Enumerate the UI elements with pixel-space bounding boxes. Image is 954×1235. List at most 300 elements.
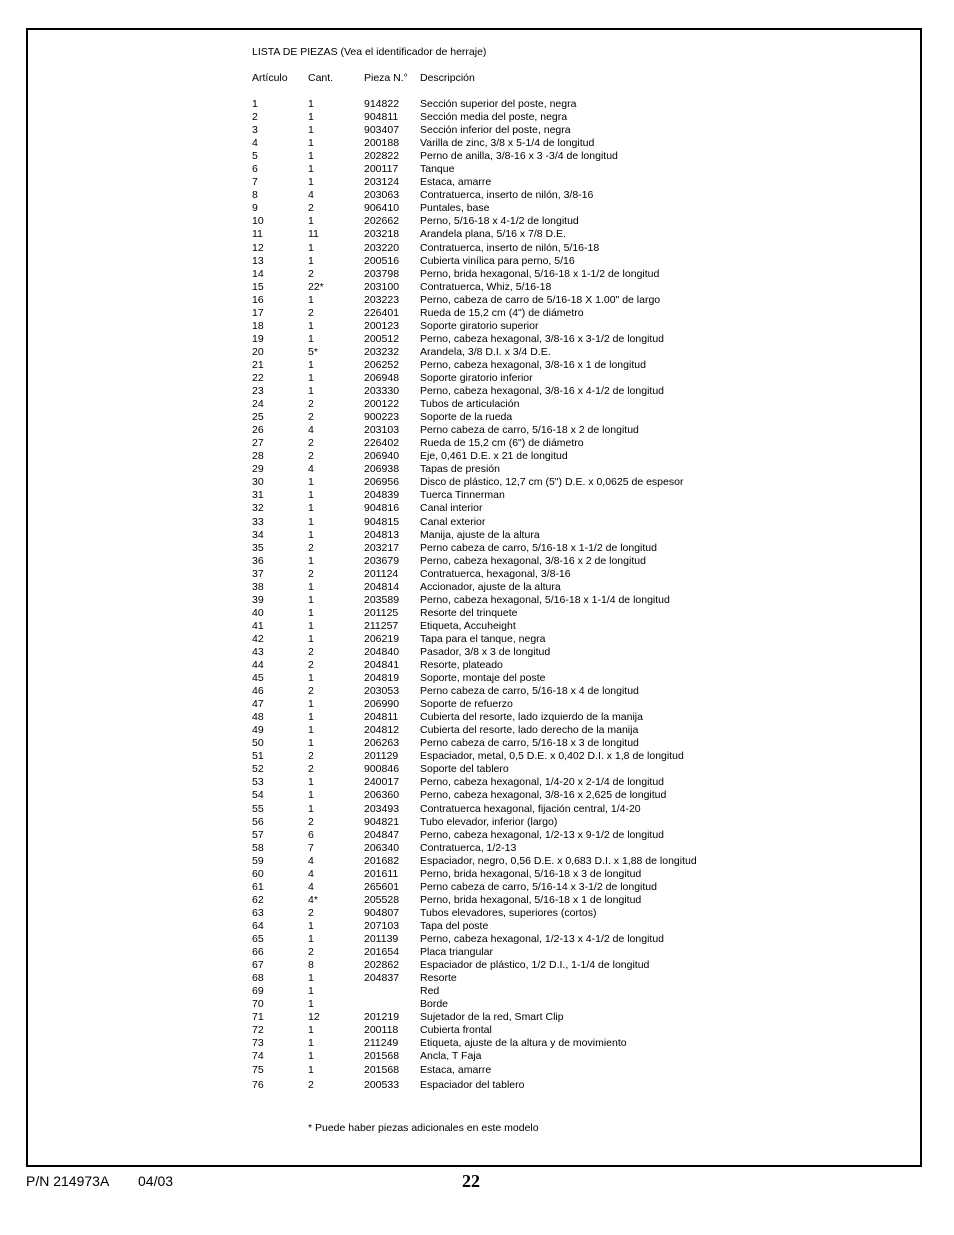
- row-item: 67: [252, 959, 264, 972]
- table-row: [0, 607, 954, 620]
- row-qty: 4: [308, 463, 314, 476]
- row-part-number: 203220: [364, 241, 400, 254]
- table-row: [0, 620, 954, 633]
- row-description: Perno, brida hexagonal, 5/16-18 x 3 de longitud: [420, 867, 642, 880]
- row-description: Cubierta vinílica para perno, 5/16: [420, 254, 575, 267]
- row-part-number: 206938: [364, 463, 400, 476]
- row-description: Contratuerca hexagonal, fijación central, 1/4-20: [420, 802, 641, 815]
- row-item: 51: [252, 750, 264, 763]
- row-description: Borde: [420, 998, 449, 1011]
- header-part-number: Pieza N.°: [364, 72, 408, 84]
- row-item: 46: [252, 685, 264, 698]
- row-item: 41: [252, 619, 264, 632]
- table-row: [0, 829, 954, 842]
- row-part-number: 202862: [364, 959, 400, 972]
- table-row: [0, 1024, 954, 1037]
- row-part-number: 200188: [364, 137, 400, 150]
- row-item: 21: [252, 358, 264, 371]
- row-description: Rueda de 15,2 cm (4") de diámetro: [420, 306, 584, 319]
- row-part-number: 204847: [364, 828, 400, 841]
- row-item: 11: [252, 228, 263, 241]
- table-row: [0, 124, 954, 137]
- row-description: Arandela plana, 5/16 x 7/8 D.E.: [420, 228, 566, 241]
- table-row: [0, 568, 954, 581]
- table-row: [0, 385, 954, 398]
- row-description: Resorte: [420, 972, 457, 985]
- row-part-number: 203100: [364, 280, 400, 293]
- row-description: Contratuerca, inserto de nilón, 5/16-18: [420, 241, 600, 254]
- row-item: 33: [252, 515, 264, 528]
- row-item: 32: [252, 502, 264, 515]
- parts-list-title: LISTA DE PIEZAS (Vea el identificador de herraje): [252, 46, 487, 58]
- row-part-number: 203589: [364, 593, 400, 606]
- row-qty: 2: [308, 411, 314, 424]
- header-description: Descripción: [420, 72, 475, 84]
- row-description: Etiqueta, Accuheight: [420, 619, 516, 632]
- row-part-number: 203223: [364, 293, 400, 306]
- row-part-number: 200118: [364, 1024, 399, 1037]
- row-part-number: 204812: [364, 724, 400, 737]
- table-row: [0, 398, 954, 411]
- row-item: 47: [252, 698, 264, 711]
- row-description: Sección inferior del poste, negra: [420, 124, 571, 137]
- row-item: 34: [252, 528, 264, 541]
- row-description: Perno de anilla, 3/8-16 x 3 -3/4 de longitud: [420, 150, 618, 163]
- row-description: Perno, cabeza hexagonal, 1/4-20 x 2-1/4 de longitud: [420, 776, 665, 789]
- header-qty: Cant.: [308, 72, 334, 84]
- row-item: 19: [252, 332, 264, 345]
- row-part-number: 240017: [364, 776, 400, 789]
- row-qty: 1: [308, 985, 314, 998]
- row-description: Tubo elevador, inferior (largo): [420, 815, 558, 828]
- row-part-number: 204811: [364, 711, 399, 724]
- row-qty: 2: [308, 763, 314, 776]
- row-description: Tapa para el tanque, negra: [420, 632, 546, 645]
- row-part-number: 914822: [364, 98, 400, 110]
- row-item: 43: [252, 645, 264, 658]
- row-item: 28: [252, 450, 264, 463]
- row-qty: 2: [308, 306, 314, 319]
- table-row: [0, 437, 954, 450]
- row-item: 2: [252, 111, 258, 124]
- row-description: Estaca, amarre: [420, 1064, 492, 1077]
- row-part-number: 201125: [364, 606, 399, 619]
- row-item: 70: [252, 998, 264, 1011]
- row-item: 9: [252, 202, 258, 215]
- table-row: [0, 816, 954, 829]
- row-description: Tuerca Tinnerman: [420, 489, 505, 502]
- table-row: [0, 633, 954, 646]
- table-row: [0, 920, 954, 933]
- row-qty: 1: [308, 711, 314, 724]
- row-qty: 1: [308, 580, 314, 593]
- row-item: 23: [252, 385, 264, 398]
- row-qty: 1: [308, 111, 314, 124]
- row-part-number: 203053: [364, 685, 400, 698]
- table-row: [0, 189, 954, 202]
- row-description: Perno, cabeza hexagonal, 3/8-16 x 4-1/2 de longitud: [420, 385, 665, 398]
- row-qty: 1: [308, 776, 314, 789]
- row-part-number: 206340: [364, 841, 400, 854]
- row-part-number: 200512: [364, 332, 400, 345]
- table-row: [0, 320, 954, 333]
- row-qty: 2: [308, 267, 314, 280]
- row-item: 72: [252, 1024, 264, 1037]
- table-row: [0, 1037, 954, 1050]
- table-row: [0, 685, 954, 698]
- table-row: [0, 998, 954, 1011]
- row-part-number: 265601: [364, 880, 400, 893]
- row-qty: 1: [308, 293, 314, 306]
- row-part-number: 203493: [364, 802, 400, 815]
- table-row: [0, 672, 954, 685]
- table-row: [0, 1050, 954, 1063]
- row-part-number: 203124: [364, 176, 400, 189]
- row-description: Contratuerca, hexagonal, 3/8-16: [420, 567, 571, 580]
- table-row: [0, 594, 954, 607]
- row-part-number: 200117: [364, 163, 399, 176]
- row-part-number: 201139: [364, 933, 399, 945]
- row-item: 53: [252, 776, 264, 789]
- row-description: Soporte de refuerzo: [420, 698, 513, 711]
- row-description: Perno, cabeza hexagonal, 1/2-13 x 9-1/2 de longitud: [420, 828, 665, 841]
- row-qty: 1: [308, 998, 314, 1011]
- row-part-number: 203103: [364, 424, 400, 437]
- row-item: 59: [252, 854, 264, 867]
- row-item: 17: [252, 306, 264, 319]
- row-part-number: 226401: [364, 306, 400, 319]
- row-item: 29: [252, 463, 264, 476]
- header-item: Artículo: [252, 72, 288, 84]
- table-row: [0, 502, 954, 515]
- row-part-number: 206252: [364, 358, 400, 371]
- row-part-number: 204813: [364, 528, 400, 541]
- table-row: [0, 555, 954, 568]
- row-item: 63: [252, 906, 264, 919]
- row-qty: 2: [308, 685, 314, 698]
- row-description: Sujetador de la red, Smart Clip: [420, 1011, 564, 1024]
- row-qty: 1: [308, 619, 314, 632]
- row-qty: 1: [308, 698, 314, 711]
- row-qty: 1: [308, 1024, 314, 1037]
- table-row: [0, 868, 954, 881]
- row-part-number: 203679: [364, 554, 400, 567]
- row-qty: 22*: [308, 280, 324, 293]
- row-item: 31: [252, 489, 264, 502]
- row-item: 37: [252, 567, 264, 580]
- row-item: 20: [252, 345, 264, 358]
- row-qty: 1: [308, 606, 314, 619]
- row-description: Puntales, base: [420, 202, 490, 215]
- row-description: Cubierta del resorte, lado derecho de la manija: [420, 724, 639, 737]
- row-item: 22: [252, 371, 264, 384]
- table-row: [0, 724, 954, 737]
- row-description: Perno cabeza de carro, 5/16-18 x 4 de longitud: [420, 685, 639, 698]
- row-item: 58: [252, 841, 264, 854]
- row-item: 49: [252, 724, 264, 737]
- row-qty: 4: [308, 189, 314, 202]
- row-part-number: 203063: [364, 189, 400, 202]
- row-description: Perno, brida hexagonal, 5/16-18 x 1 de longitud: [420, 893, 642, 906]
- row-description: Arandela, 3/8 D.I. x 3/4 D.E.: [420, 345, 551, 358]
- row-qty: 1: [308, 933, 314, 945]
- table-row: [0, 842, 954, 855]
- row-item: 12: [252, 241, 264, 254]
- table-row: [0, 255, 954, 268]
- row-item: 64: [252, 919, 264, 932]
- table-row: [0, 659, 954, 672]
- row-part-number: 906410: [364, 202, 400, 215]
- row-item: 30: [252, 476, 264, 489]
- row-part-number: 200533: [364, 1078, 400, 1091]
- row-part-number: 206948: [364, 371, 400, 384]
- table-row: [0, 881, 954, 894]
- row-qty: 1: [308, 371, 314, 384]
- row-qty: 4: [308, 854, 314, 867]
- row-part-number: 204819: [364, 672, 400, 685]
- row-item: 52: [252, 763, 264, 776]
- row-qty: 12: [308, 1011, 320, 1024]
- row-item: 24: [252, 398, 264, 411]
- row-item: 57: [252, 828, 264, 841]
- row-qty: 1: [308, 476, 314, 489]
- row-item: 62: [252, 893, 264, 906]
- table-row: [0, 215, 954, 228]
- row-part-number: 201129: [364, 750, 399, 763]
- row-description: Sección media del poste, negra: [420, 111, 568, 124]
- row-part-number: 206956: [364, 476, 400, 489]
- row-qty: 2: [308, 567, 314, 580]
- row-qty: 1: [308, 1050, 314, 1063]
- row-qty: 1: [308, 489, 314, 502]
- row-part-number: 200122: [364, 398, 400, 411]
- row-description: Varilla de zinc, 3/8 x 5-1/4 de longitud: [420, 137, 595, 150]
- row-item: 66: [252, 946, 264, 959]
- row-description: Tapas de presión: [420, 463, 500, 476]
- row-item: 56: [252, 815, 264, 828]
- row-description: Canal exterior: [420, 515, 486, 528]
- row-item: 13: [252, 254, 264, 267]
- row-qty: 7: [308, 841, 314, 854]
- table-row: [0, 516, 954, 529]
- row-qty: 1: [308, 385, 314, 398]
- row-qty: 2: [308, 815, 314, 828]
- table-row: [0, 985, 954, 998]
- row-item: 75: [252, 1064, 264, 1077]
- row-part-number: 904821: [364, 815, 400, 828]
- table-row: [0, 907, 954, 920]
- row-part-number: 904811: [364, 111, 399, 124]
- row-part-number: 200516: [364, 254, 400, 267]
- row-qty: 1: [308, 215, 314, 228]
- table-row: [0, 307, 954, 320]
- table-row: [0, 946, 954, 959]
- row-item: 76: [252, 1078, 264, 1091]
- row-description: Placa triangular: [420, 946, 493, 959]
- row-item: 14: [252, 267, 264, 280]
- row-part-number: 904807: [364, 906, 400, 919]
- row-qty: 2: [308, 541, 314, 554]
- table-row: [0, 359, 954, 372]
- table-row: [0, 163, 954, 176]
- table-row: [0, 959, 954, 972]
- row-qty: 1: [308, 163, 314, 176]
- row-item: 1: [252, 98, 258, 110]
- row-item: 60: [252, 867, 264, 880]
- row-qty: 4*: [308, 893, 318, 906]
- row-item: 26: [252, 424, 264, 437]
- table-row: [0, 333, 954, 346]
- row-description: Perno, 5/16-18 x 4-1/2 de longitud: [420, 215, 579, 228]
- table-row: [0, 476, 954, 489]
- row-description: Disco de plástico, 12,7 cm (5") D.E. x 0,0625 de espesor: [420, 476, 684, 489]
- row-item: 61: [252, 880, 264, 893]
- table-row: [0, 489, 954, 502]
- row-item: 38: [252, 580, 264, 593]
- row-qty: 1: [308, 1064, 314, 1077]
- row-description: Espaciador, metal, 0,5 D.E. x 0,402 D.I. x 1,8 de longitud: [420, 750, 684, 763]
- table-row: [0, 894, 954, 907]
- table-row: [0, 228, 954, 241]
- table-row: [0, 803, 954, 816]
- row-qty: 1: [308, 124, 314, 137]
- row-description: Tubos de articulación: [420, 398, 520, 411]
- row-part-number: 206360: [364, 789, 400, 802]
- row-item: 16: [252, 293, 264, 306]
- table-row: [0, 294, 954, 307]
- row-qty: 1: [308, 137, 314, 150]
- row-qty: 1: [308, 1037, 314, 1050]
- table-row: [0, 1064, 954, 1077]
- row-part-number: 204841: [364, 659, 400, 672]
- row-part-number: 203330: [364, 385, 400, 398]
- row-part-number: 202662: [364, 215, 400, 228]
- row-description: Cubierta del resorte, lado izquierdo de la manija: [420, 711, 643, 724]
- row-item: 55: [252, 802, 264, 815]
- row-qty: 4: [308, 880, 314, 893]
- row-qty: 6: [308, 828, 314, 841]
- row-part-number: 204840: [364, 645, 400, 658]
- row-part-number: 201124: [364, 567, 399, 580]
- row-description: Estaca, amarre: [420, 176, 492, 189]
- row-description: Etiqueta, ajuste de la altura y de movimiento: [420, 1037, 627, 1050]
- row-part-number: 201568: [364, 1050, 400, 1063]
- row-description: Ancla, T Faja: [420, 1050, 482, 1063]
- row-part-number: 204814: [364, 580, 400, 593]
- row-qty: 1: [308, 554, 314, 567]
- footer-part-number: P/N 214973A: [26, 1173, 110, 1189]
- row-qty: 1: [308, 254, 314, 267]
- row-item: 74: [252, 1050, 264, 1063]
- row-description: Sección superior del poste, negra: [420, 98, 577, 110]
- row-part-number: 201682: [364, 854, 400, 867]
- footer-date: 04/03: [138, 1173, 174, 1189]
- row-description: Resorte, plateado: [420, 659, 503, 672]
- table-row: [0, 463, 954, 476]
- row-item: 27: [252, 437, 264, 450]
- row-description: Soporte, montaje del poste: [420, 672, 546, 685]
- row-description: Pasador, 3/8 x 3 de longitud: [420, 645, 551, 658]
- table-row: [0, 933, 954, 946]
- row-qty: 1: [308, 176, 314, 189]
- row-description: Perno, brida hexagonal, 5/16-18 x 1-1/2 de longitud: [420, 267, 660, 280]
- table-row: [0, 646, 954, 659]
- row-part-number: 201219: [364, 1011, 400, 1024]
- row-description: Tapa del poste: [420, 919, 489, 932]
- table-row: [0, 789, 954, 802]
- row-item: 65: [252, 933, 264, 945]
- row-qty: 1: [308, 789, 314, 802]
- row-description: Perno, cabeza hexagonal, 3/8-16 x 3-1/2 de longitud: [420, 332, 665, 345]
- row-description: Perno cabeza de carro, 5/16-14 x 3-1/2 de longitud: [420, 880, 657, 893]
- table-row: [0, 411, 954, 424]
- page-number: 22: [462, 1171, 480, 1191]
- row-part-number: 211257: [364, 619, 399, 632]
- row-part-number: 203798: [364, 267, 400, 280]
- table-row: [0, 1079, 954, 1092]
- table-row: [0, 242, 954, 255]
- row-description: Perno, cabeza de carro de 5/16-18 X 1.00" de largo: [420, 293, 661, 306]
- table-row: [0, 450, 954, 463]
- row-item: 6: [252, 163, 258, 176]
- row-description: Perno, cabeza hexagonal, 3/8-16 x 2 de longitud: [420, 554, 646, 567]
- row-part-number: 201568: [364, 1064, 400, 1077]
- table-row: [0, 111, 954, 124]
- row-item: 50: [252, 737, 264, 750]
- table-row: [0, 698, 954, 711]
- row-item: 42: [252, 632, 264, 645]
- table-row: [0, 750, 954, 763]
- row-qty: 2: [308, 202, 314, 215]
- row-item: 3: [252, 124, 258, 137]
- row-item: 8: [252, 189, 258, 202]
- row-qty: 1: [308, 241, 314, 254]
- row-qty: 11: [308, 228, 319, 241]
- row-description: Espaciador de plástico, 1/2 D.I., 1-1/4 de longitud: [420, 959, 650, 972]
- row-description: Perno, cabeza hexagonal, 3/8-16 x 1 de longitud: [420, 358, 646, 371]
- row-qty: 1: [308, 332, 314, 345]
- row-qty: 1: [308, 502, 314, 515]
- row-part-number: 202822: [364, 150, 400, 163]
- row-description: Soporte del tablero: [420, 763, 509, 776]
- row-qty: 1: [308, 737, 314, 750]
- row-description: Contratuerca, Whiz, 5/16-18: [420, 280, 552, 293]
- row-description: Accionador, ajuste de la altura: [420, 580, 561, 593]
- row-part-number: 200123: [364, 319, 400, 332]
- table-row: [0, 346, 954, 359]
- row-description: Red: [420, 985, 440, 998]
- row-part-number: 211249: [364, 1037, 399, 1050]
- row-qty: 1: [308, 358, 314, 371]
- row-part-number: 203218: [364, 228, 400, 241]
- row-part-number: 206219: [364, 632, 400, 645]
- row-qty: 2: [308, 1078, 314, 1091]
- row-qty: 2: [308, 906, 314, 919]
- row-item: 44: [252, 659, 264, 672]
- row-part-number: 904816: [364, 502, 400, 515]
- row-description: Perno, cabeza hexagonal, 3/8-16 x 2,625 de longitud: [420, 789, 667, 802]
- row-part-number: 207103: [364, 919, 400, 932]
- table-row: [0, 542, 954, 555]
- row-item: 5: [252, 150, 258, 163]
- table-row: [0, 737, 954, 750]
- row-item: 4: [252, 137, 258, 150]
- row-item: 40: [252, 606, 264, 619]
- row-qty: 1: [308, 724, 314, 737]
- row-part-number: 226402: [364, 437, 400, 450]
- row-description: Soporte giratorio superior: [420, 319, 539, 332]
- table-row: [0, 581, 954, 594]
